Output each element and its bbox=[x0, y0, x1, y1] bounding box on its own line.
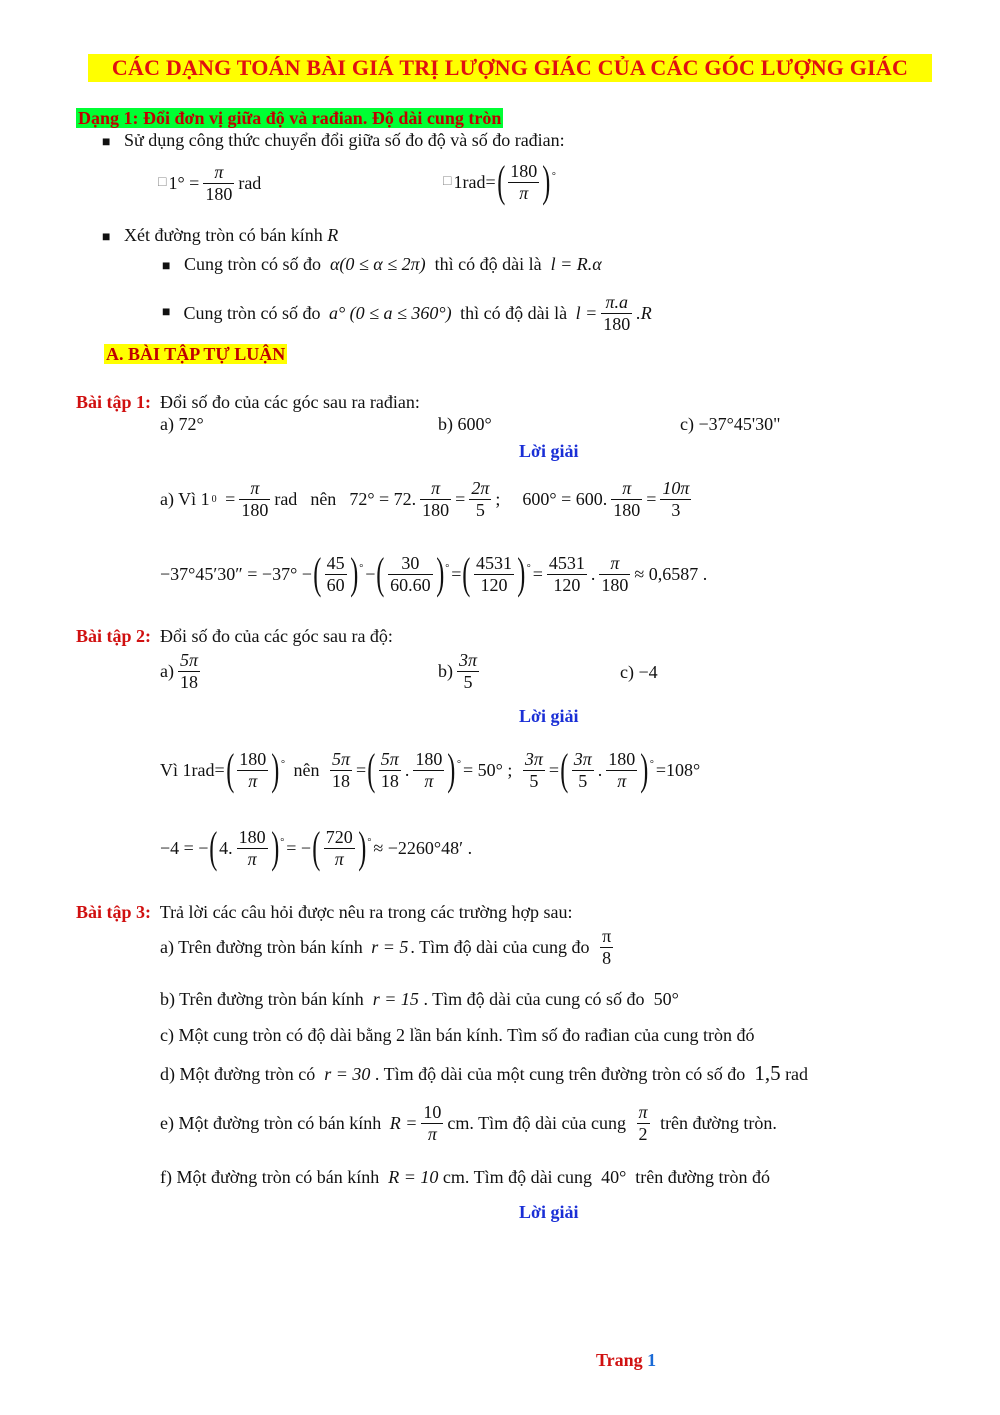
ex1-solution-line2: −37°45′30″ = −37° − ( $\frac{45}{60}$ ) ° − ( $\frac{30}{60.60}$ ) ° = ( $\frac{4531}{120}$ ) ° = $\frac{4531}{120}$ . $\frac{\pi}{180}$ ≈ 0,6587 . bbox=[160, 549, 708, 598]
ex3-part-d: d) Một đường tròn có r = 30 . Tìm độ dài của một cung trên đường tròn có số đo 1,5 rad bbox=[160, 1061, 809, 1085]
ex2-solution-line1: Vì 1rad= ( $\frac{180}{\pi}$ ) ° nên $\frac{5\pi}{18}$ = ( $\frac{5\pi}{18}$ . $\frac{180}{\pi}$ ) ° = 50° ; $\frac{3\pi}{5}$ = ( $\frac{3\pi}{5}$ . $\frac{180}{\pi}$ ) ° =108° bbox=[160, 745, 701, 794]
ex3-solution-heading: Lời giải bbox=[519, 1202, 579, 1222]
ex1-solution-line1: a) Vì 1 0 = $\frac{\pi}{180}$ rad nên 72° = 72. $\frac{\pi}{180}$ = $\frac{2\pi}{5}$ ; 600° = 600. $\frac{\pi}{180}$ = $\frac{10\pi}{3}$ bbox=[160, 478, 690, 520]
ex1-part-a: a) 72° bbox=[160, 414, 204, 434]
exercise-2: Bài tập 2: Đổi số đo của các góc sau ra độ: bbox=[76, 626, 393, 646]
bullet-circle: ■ Xét đường tròn có bán kính R bbox=[102, 225, 339, 245]
page-number: Trang 1 bbox=[596, 1350, 657, 1370]
ex2-part-a: a) $\frac{5\pi}{18}$ bbox=[160, 650, 199, 692]
sub-bullet-degree: ■ Cung tròn có số đo a° (0 ≤ a ≤ 360°) thì có độ dài là l = $\frac{\pi.a}{180}$ .R bbox=[162, 292, 652, 334]
box-icon: □ bbox=[443, 174, 452, 189]
ex3-part-c: c) Một cung tròn có độ dài bằng 2 lần bán kính. Tìm số đo rađian của cung tròn đó bbox=[160, 1025, 755, 1045]
square-bullet-icon: ■ bbox=[162, 305, 171, 321]
section-a-heading: A. BÀI TẬP TỰ LUẬN bbox=[106, 344, 286, 364]
ex3-part-f: f) Một đường tròn có bán kính R = 10 cm. Tìm độ dài cung 40° trên đường tròn đó bbox=[160, 1167, 771, 1187]
square-bullet-icon: ■ bbox=[102, 230, 111, 245]
ex3-part-b: b) Trên đường tròn bán kính r = 15 . Tìm độ dài của cung có số đo 50° bbox=[160, 989, 679, 1009]
sub-bullet-radian: ■ Cung tròn có số đo α(0 ≤ α ≤ 2π) thì có độ dài là l = R.α bbox=[162, 254, 602, 274]
ex3-part-a: a) Trên đường tròn bán kính r = 5 . Tìm độ dài của cung đo $\frac{\pi}{8}$ bbox=[160, 926, 612, 968]
ex3-part-e: e) Một đường tròn có bán kính R = $\frac{10}{\pi}$ cm. Tìm độ dài của cung $\frac{\pi}{2}$ trên đường tròn. bbox=[160, 1102, 777, 1144]
formula-deg-to-rad: □ 1° = $\frac{\pi}{180}$ rad bbox=[158, 162, 262, 204]
box-icon: □ bbox=[158, 175, 167, 191]
exercise-1: Bài tập 1: Đổi số đo của các góc sau ra rađian: bbox=[76, 392, 420, 412]
ex2-part-c: c) −4 bbox=[620, 662, 658, 682]
ex2-part-b: b) $\frac{3\pi}{5}$ bbox=[438, 650, 478, 692]
page-title: CÁC DẠNG TOÁN BÀI GIÁ TRỊ LƯỢNG GIÁC CỦA CÁC GÓC LƯỢNG GIÁC bbox=[88, 54, 932, 82]
bullet-conversion: ■ Sử dụng công thức chuyển đổi giữa số đo độ và số đo rađian: bbox=[102, 130, 565, 150]
ex1-solution-heading: Lời giải bbox=[519, 441, 579, 461]
exercise-3: Bài tập 3: Trả lời các câu hỏi được nêu ra trong các trường hợp sau: bbox=[76, 902, 573, 922]
ex1-part-c: c) −37°45'30" bbox=[680, 414, 781, 434]
dang1-heading: Dạng 1: Đổi đơn vị giữa độ và rađian. Độ dài cung tròn bbox=[78, 108, 502, 128]
square-bullet-icon: ■ bbox=[102, 135, 111, 150]
ex1-part-b: b) 600° bbox=[438, 414, 492, 434]
ex2-solution-line2: −4 = − ( 4. $\frac{180}{\pi}$ ) ° = − ( $\frac{720}{\pi}$ ) ° ≈ −2260°48′ . bbox=[160, 823, 473, 872]
formula-rad-to-deg: □ 1rad= ( $\frac{180}{\pi}$ ) ° bbox=[443, 157, 556, 206]
ex2-solution-heading: Lời giải bbox=[519, 706, 579, 726]
square-bullet-icon: ■ bbox=[162, 259, 171, 274]
